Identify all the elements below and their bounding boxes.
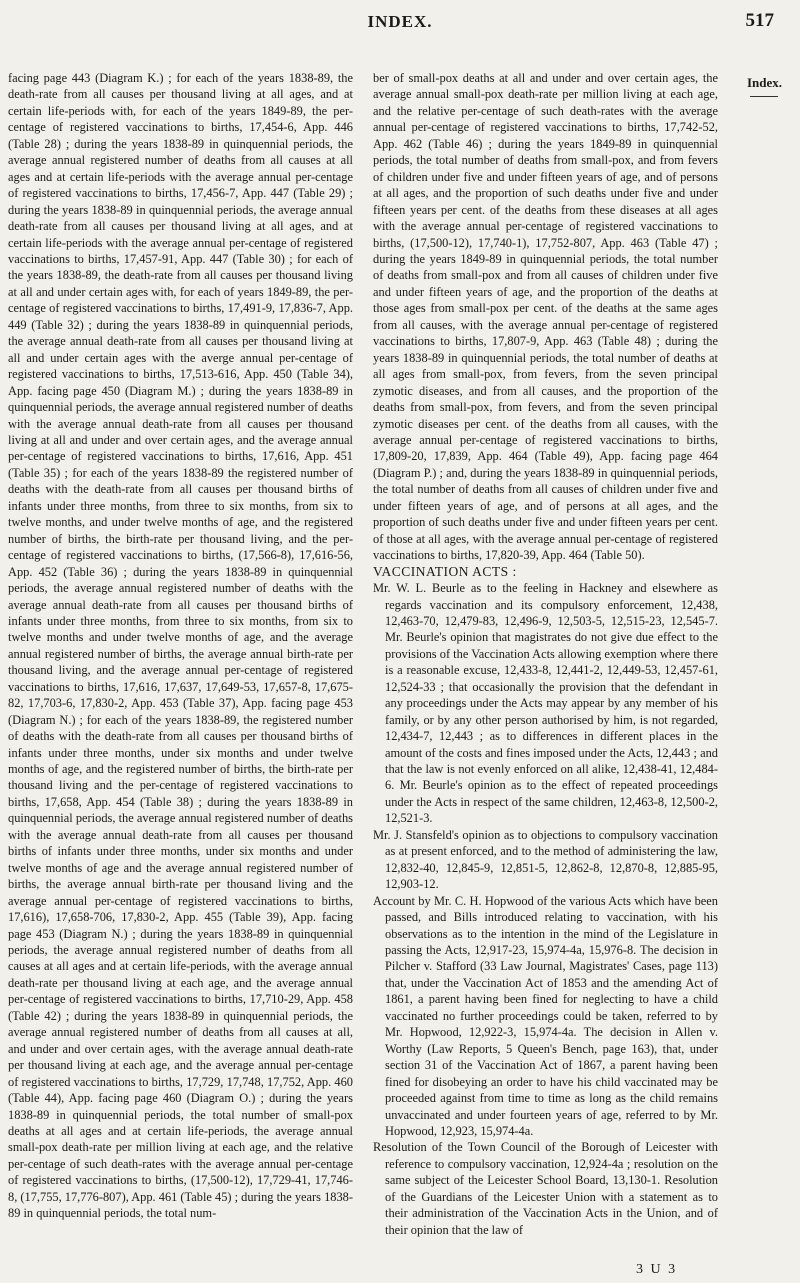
signature-mark: 3 U 3 <box>636 1262 678 1277</box>
side-label: Index. <box>746 75 782 90</box>
running-title: INDEX. <box>367 12 433 31</box>
index-entry: Account by Mr. C. H. Hopwood of the various Acts which have been passed, and Bills introduced relating to vaccination, with his observations as to the intention in the mind of the Legislature in passing the Acts, 12,917-23, 15,974-4a, 15,976-8. The decision in Pilcher v. Stafford (33 Law Journal, Magistrates' Cases, page 113) that, under the Vaccination Act of 1853 and the amending Act of 1861, a parent having been fined for neglecting to have a child vaccinated no further proceedings could be taken, referred to by Mr. Hopwood, 12,922-3, 15,974-4a. The decision in Allen v. Worthy (Law Reports, 5 Queen's Bench, page 163), that, under section 31 of the Vaccination Act of 1867, a parent having been fined for disobeying an order to have his child vaccinated may be proceeded against from time to time as long as the child remains unvaccinated and under fourteen years of age, referred to by Mr. Hopwood, 12,923, 15,974-4a. <box>373 893 718 1138</box>
right-column-intro: ber of small-pox deaths at all and under and over certain ages, the average annual small-pox death-rate per million living at each age, and the relative per-centage of such death-rates with the average annual per-centage of registered vaccinations to births, 17,742-52, App. 462 (Table 46) ; during the years 1849-89 in quinquennial periods, the total number of deaths from small-pox, and from fevers of children under five and under fifteen years of age, and of persons at all ages, and the proportion of such deaths under five and under fifteen years per cent. of the deaths from these diseases at all ages with the average annual per-centage of registered vaccinations to births, (17,500-12), 17,740-1), 17,752-807, App. 463 (Table 47) ; during the years 1849-89 in quinquennial periods, the total number of deaths from small-pox and from all causes of children under five and under fifteen years of age, and the proportion of the deaths at those ages from small-pox per cent. of the deaths at the same ages from all causes, with the average annual per-centage of registered vaccinations to births, 17,807-9, App. 463 (Table 48) ; during the years 1838-89 in quinquennial periods, the total number of deaths at all ages from small-pox, from fevers, from the seven principal zymotic diseases, and from all causes, and the proportion of the deaths from small-pox, from fevers, and from the seven principal zymotic diseases per cent. of the deaths from all causes, with the average annual per-centage of registered vaccinations to births, 17,809-20, 17,839, App. 464 (Table 49), App. facing page 464 (Diagram P.) ; and, during the years 1838-89 in quinquennial periods, the total number of deaths from all causes of children under five and under fifteen years of age, and of persons at all ages, and the proportion of such deaths under five and under fifteen years per cent. of those at all ages, with the average annual per-centage of registered vaccinations to births, 17,820-39, App. 464 (Table 50). <box>373 71 718 563</box>
index-entry: Mr. J. Stansfeld's opinion as to objections to compulsory vaccination as at present enforced, and to the method of administering the law, 12,832-40, 12,845-9, 12,851-5, 12,862-8, 12,870-8, 12,885-95, 12,903-12. <box>373 827 718 892</box>
right-column <box>373 70 718 1238</box>
page-header <box>0 8 800 38</box>
section-heading: VACCINATION ACTS : <box>373 563 517 579</box>
index-entry: Resolution of the Town Council of the Borough of Leicester with reference to compulsory vaccination, 12,924-4a ; resolution on the same subject of the Leicester School Board, 13,130-1. Resolution of the Guardians of the Leicester Union with a statement as to their administration of the Vaccination Acts in the Union, and of their opinion that the law of <box>373 1140 718 1237</box>
left-column-text: facing page 443 (Diagram K.) ; for each of the years 1838-89, the death-rate from all causes per thousand living at all ages, and at certain life-periods with, for each of the years 1849-89, the per-centage of registered vaccinations to births, 17,454-6, App. 446 (Table 28) ; during the years 1838-89 in quinquennial periods, the average annual registered number of deaths from all causes at all ages and at certain life-periods with the average annual per-centage of registered vaccinations to births, 17,456-7, App. 447 (Table 29) ; during the years 1838-89 in quinquennial periods, the average annual death-rate from all causes per thousand living at all ages, and at certain life-periods with the average annual per-centage of registered vaccinations to births, 17,457-91, App. 447 (Table 30) ; for each of the years 1838-89, the death-rate from all causes per thousand living at all and under certain ages with, for each of years 1849-89, the per-centage of registered vaccinations to births, 17,491-9, 17,836-7, App. 449 (Table 32) ; during the years 1838-89 in quinquennial periods, the average annual death-rate from all causes per thousand living at all and under certain ages with the averge annual per-centage of registered vaccinations to births, 17,513-616, App. 450 (Table 34), App. facing page 450 (Diagram M.) ; during the years 1838-89 in quinquennial periods, the average annual registered number of deaths with the average annual death-rate from all causes per thousand living at all and under and over certain ages, and the average annual per-centage of registered vaccinations to births, 17,616, App. 451 (Table 35) ; for each of the years 1838-89 the registered number of deaths with the death-rate from all causes per thousand births of infants under three months, from three to six months, from six to twelve months, and under twelve months of age, and the registered number of births, the birth-rate per thousand living, and the per-centage of registered vaccinations to births, (17,566-8), 17,616-56, App. 452 (Table 36) ; during the years 1838-89 in quinquennial periods, the average annual registered number of deaths with the average annual death-rate from all causes per thousand births of infants under three months, from three to six months, from six to twelve months and under twelve months of age, and the average annual registered number of births, the average annual birth-rate per thousand living, and the average annual per-centage of registered vaccinations to births, 17,616, 17,637, 17,649-53, 17,657-8, 17,675-82, 17,703-6, 17,830-2, App. 453 (Table 37), App. facing page 453 (Diagram N.) ; for each of the years 1838-89, the registered number of deaths with the death-rate from all causes per thousand births of infants under three months, under six months and under twelve months of age, and the registered number of births, the birth-rate per thousand living and the per-centage of registered vaccinations to births, 17,658, App. 454 (Table 38) ; during the years 1838-89 in quinquennial periods, the average annual registered number of deaths with the average annual death-rate from all causes per thousand births of infants under three months, under six months and under twelve months of age and the average annual registered number of births, the average annual birth-rate per thousand living and the average annual per-centage of registered vaccinations to births, 17,616), 17,658-706, 17,830-2, App. 455 (Table 39), App. facing page 453 (Diagram N.) ; during the years 1838-89 in quinquennial periods, the average annual registered number of deaths from all causes at all ages and at certain life-periods, with the average annual death-rate per thousand living at each age, and the average annual per-centage of registered vaccinations to births, 17,710-29, App. 458 (Table 42) ; during the years 1838-89 in quinquennial periods, the average annual registered number of deaths from all causes at all, and under and over certain ages, with the average annual death-rate per thousand living at each age, and the average annual per-centage of registered vaccinations to births, 17,729, 17,748, 17,752, App. 460 (Table 44), App. facing page 460 (Diagram O.) ; during the years 1838-89 in quinquennial periods, the total number of small-pox deaths at all ages and at certain life-periods, the average annual small-pox death-rate per million living at each age, and the relative per-centage of such death-rates with the average annual per-centage of registered vaccinations to births, (17,500-12), 17,729-41, 17,746-8, (17,755, 17,776-807), App. 461 (Table 45) ; during the years 1838-89 in quinquennial periods, the total num- <box>8 71 353 1221</box>
side-rule <box>750 96 778 97</box>
page-number: 517 <box>745 10 774 31</box>
index-entry: Mr. W. L. Beurle as to the feeling in Hackney and elsewhere as regards vaccination and its compulsory enforcement, 12,438, 12,463-70, 12,479-83, 12,496-9, 12,503-5, 12,515-23, 12,545-7. Mr. Beurle's opinion that magistrates do not give due effect to the provisions of the Vaccination Acts allowing exemption where there is a reasonable excuse, 12,433-8, 12,441-2, 12,449-53, 12,457-61, 12,524-33 ; that occasionally the provision that the defendant in any proceedings under the Acts may appear by any member of his family, or by any other person authorised by him, is not regarded, 12,434-7, 12,443 ; as to differences in different places in the amount of the costs and fines imposed under the Acts, 12,443 ; and that the law is not evenly enforced on all alike, 12,438-41, 12,484-6. Mr. Beurle's opinion as to the effect of repeated proceedings under the Acts in respect of the same children, 12,463-8, 12,500-2, 12,521-3. <box>373 581 718 826</box>
left-column <box>8 70 353 1222</box>
